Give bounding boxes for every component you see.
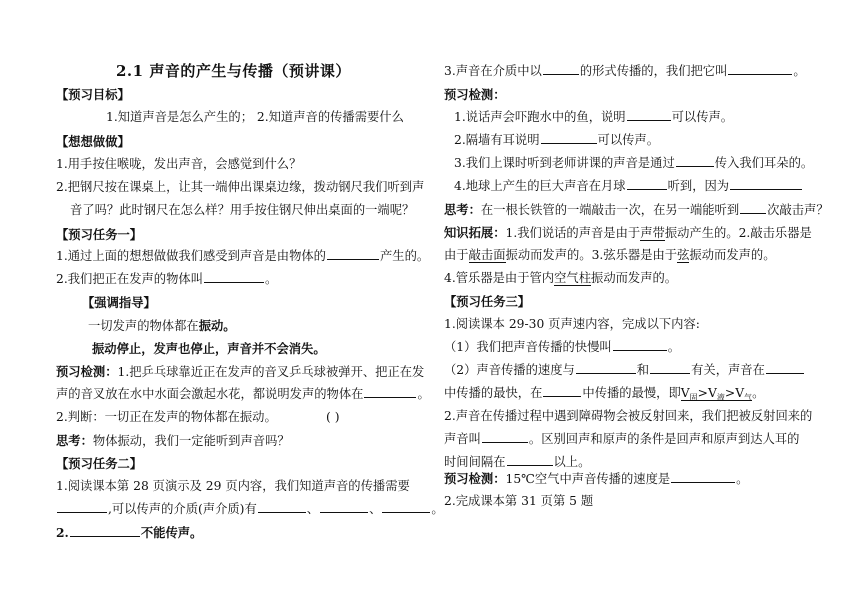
- extension-line-3: 4.管乐器是由于管内空气柱振动而发声的。: [444, 271, 678, 285]
- task1-item-1: 1.通过上面的想想做做我们感受到声音是由物体的 产生的。: [56, 249, 430, 263]
- task2-header: 【预习任务二】: [56, 456, 143, 471]
- extension-line-1: 知识拓展：1.我们说话的声音是由于声带振动产生的。2.敲击乐器是: [444, 225, 812, 240]
- task2-item-1-line1: 1.阅读课本第 28 页演示及 29 页内容，我们知道声音的传播需要: [56, 479, 410, 493]
- goals-header: 【预习目标】: [56, 87, 130, 102]
- task3-item-2-line1: 2.声音在传播过程中遇到障碍物会被反射回来，我们把被反射回来的: [444, 409, 813, 423]
- answer-blank[interactable]: [766, 362, 804, 374]
- check-item-2: 2.判断：一切正在发声的物体都在振动。: [56, 410, 277, 424]
- task1-item-2: 2.我们把正在发声的物体叫 。: [56, 272, 278, 286]
- think-question: 思考：物体振动，我们一定能听到声音吗？: [56, 433, 290, 448]
- check-item-1: 1.说话声会吓跑水中的鱼，说明 可以传声。: [454, 110, 734, 124]
- emphasis-line-1: 一切发声的物体都在振动。: [88, 318, 236, 333]
- check-item-1-line1: 预习检测：1.把乒乓球靠近正在发声的音叉乒乓球被弹开、把正在发: [56, 364, 425, 379]
- answer-blank[interactable]: [576, 362, 636, 374]
- answer-blank[interactable]: [613, 339, 667, 351]
- answer-blank[interactable]: [70, 525, 140, 537]
- answer-blank[interactable]: [57, 501, 107, 513]
- answer-blank[interactable]: [730, 178, 802, 190]
- judge-paren[interactable]: ( ): [326, 410, 340, 424]
- answer-blank[interactable]: [364, 386, 416, 398]
- task2-item-2: 2. 不能传声。: [56, 525, 203, 540]
- task1-header: 【预习任务一】: [56, 227, 143, 242]
- answer-blank[interactable]: [507, 454, 553, 466]
- task3-item-1-1: （1）我们把声音传播的快慢叫 。: [444, 340, 680, 354]
- check-item-1-line2: 声的音叉放在水中水面会激起水花，都说明发声的物体在 。: [56, 387, 430, 401]
- think-item-1: 1.用手按住喉咙，发出声音，会感觉到什么？: [56, 157, 302, 171]
- task3-item-2-line3: 时间间隔在 以上。: [444, 455, 591, 469]
- emphasis-line-2: 振动停止，发声也停止，声音并不会消失。: [92, 341, 326, 356]
- page-title: 2.1 声音的产生与传播（预讲课）: [116, 62, 351, 80]
- task3-item-2-line2: 声音叫 。区别回声和原声的条件是回声和原声到达人耳的: [444, 432, 800, 446]
- answer-blank[interactable]: [728, 63, 792, 75]
- answer-blank[interactable]: [650, 362, 690, 374]
- check-header: 预习检测：: [444, 87, 506, 102]
- extension-line-2: 由于敲击面振动而发声的。3.弦乐器是由于弦振动而发声的。: [444, 248, 776, 262]
- answer-blank[interactable]: [258, 501, 306, 513]
- task2-item-1-line2: ,可以传声的介质(声介质)有 、 、 。: [56, 501, 444, 518]
- emphasis-header: 【强调指导】: [82, 295, 156, 310]
- answer-blank[interactable]: [676, 155, 714, 167]
- answer-blank[interactable]: [627, 178, 667, 190]
- speed-relation: $V_固>V_液>V_气$: [680, 386, 753, 402]
- task3-header: 【预习任务三】: [444, 294, 531, 309]
- r-item-3: 3.声音在介质中以 的形式传播的，我们把它叫 。: [444, 64, 806, 78]
- answer-blank[interactable]: [541, 132, 597, 144]
- answer-blank[interactable]: [543, 385, 581, 397]
- answer-blank[interactable]: [482, 431, 528, 443]
- answer-blank[interactable]: [740, 202, 766, 214]
- task3-item-1-2-line1: （2）声音传播的速度与 和 有关，声音在: [444, 362, 805, 379]
- task3-last: 2.完成课本第 31 页第 5 题: [444, 494, 594, 508]
- goals-text: 1.知道声音是怎么产生的； 2.知道声音的传播需要什么: [106, 110, 404, 124]
- answer-blank[interactable]: [543, 63, 579, 75]
- task3-item-1: 1.阅读课本 29-30 页声速内容，完成以下内容:: [444, 317, 700, 331]
- check-item-4: 4.地球上产生的巨大声音在月球 听到，因为: [454, 178, 803, 195]
- think-header: 【想想做做】: [56, 134, 130, 149]
- check-item-2: 2.隔墙有耳说明 可以传声。: [454, 133, 660, 147]
- think-item-2-line1: 2.把钢尺按在课桌上，让其一端伸出课桌边缘，拨动钢尺我们听到声: [56, 180, 425, 194]
- answer-blank[interactable]: [627, 109, 671, 121]
- check-item-3: 3.我们上课时听到老师讲课的声音是通过 传入我们耳朵的。: [454, 156, 814, 170]
- think-item-2-line2: 音了吗？此时钢尺在怎么样？用手按住钢尺伸出桌面的一端呢？: [70, 203, 415, 217]
- answer-blank[interactable]: [382, 501, 430, 513]
- answer-blank[interactable]: [320, 501, 368, 513]
- task3-check: 预习检测：15℃空气中声音传播的速度是 。: [444, 471, 749, 486]
- think-question: 思考：在一根长铁管的一端敲击一次，在另一端能听到 次敲击声？: [444, 202, 829, 217]
- answer-blank[interactable]: [204, 271, 264, 283]
- task3-item-1-2-line2: 中传播的最快，在 中传播的最慢，即$V_固>V_液>V_气$。: [444, 386, 765, 402]
- answer-blank[interactable]: [327, 248, 379, 260]
- answer-blank[interactable]: [671, 471, 735, 483]
